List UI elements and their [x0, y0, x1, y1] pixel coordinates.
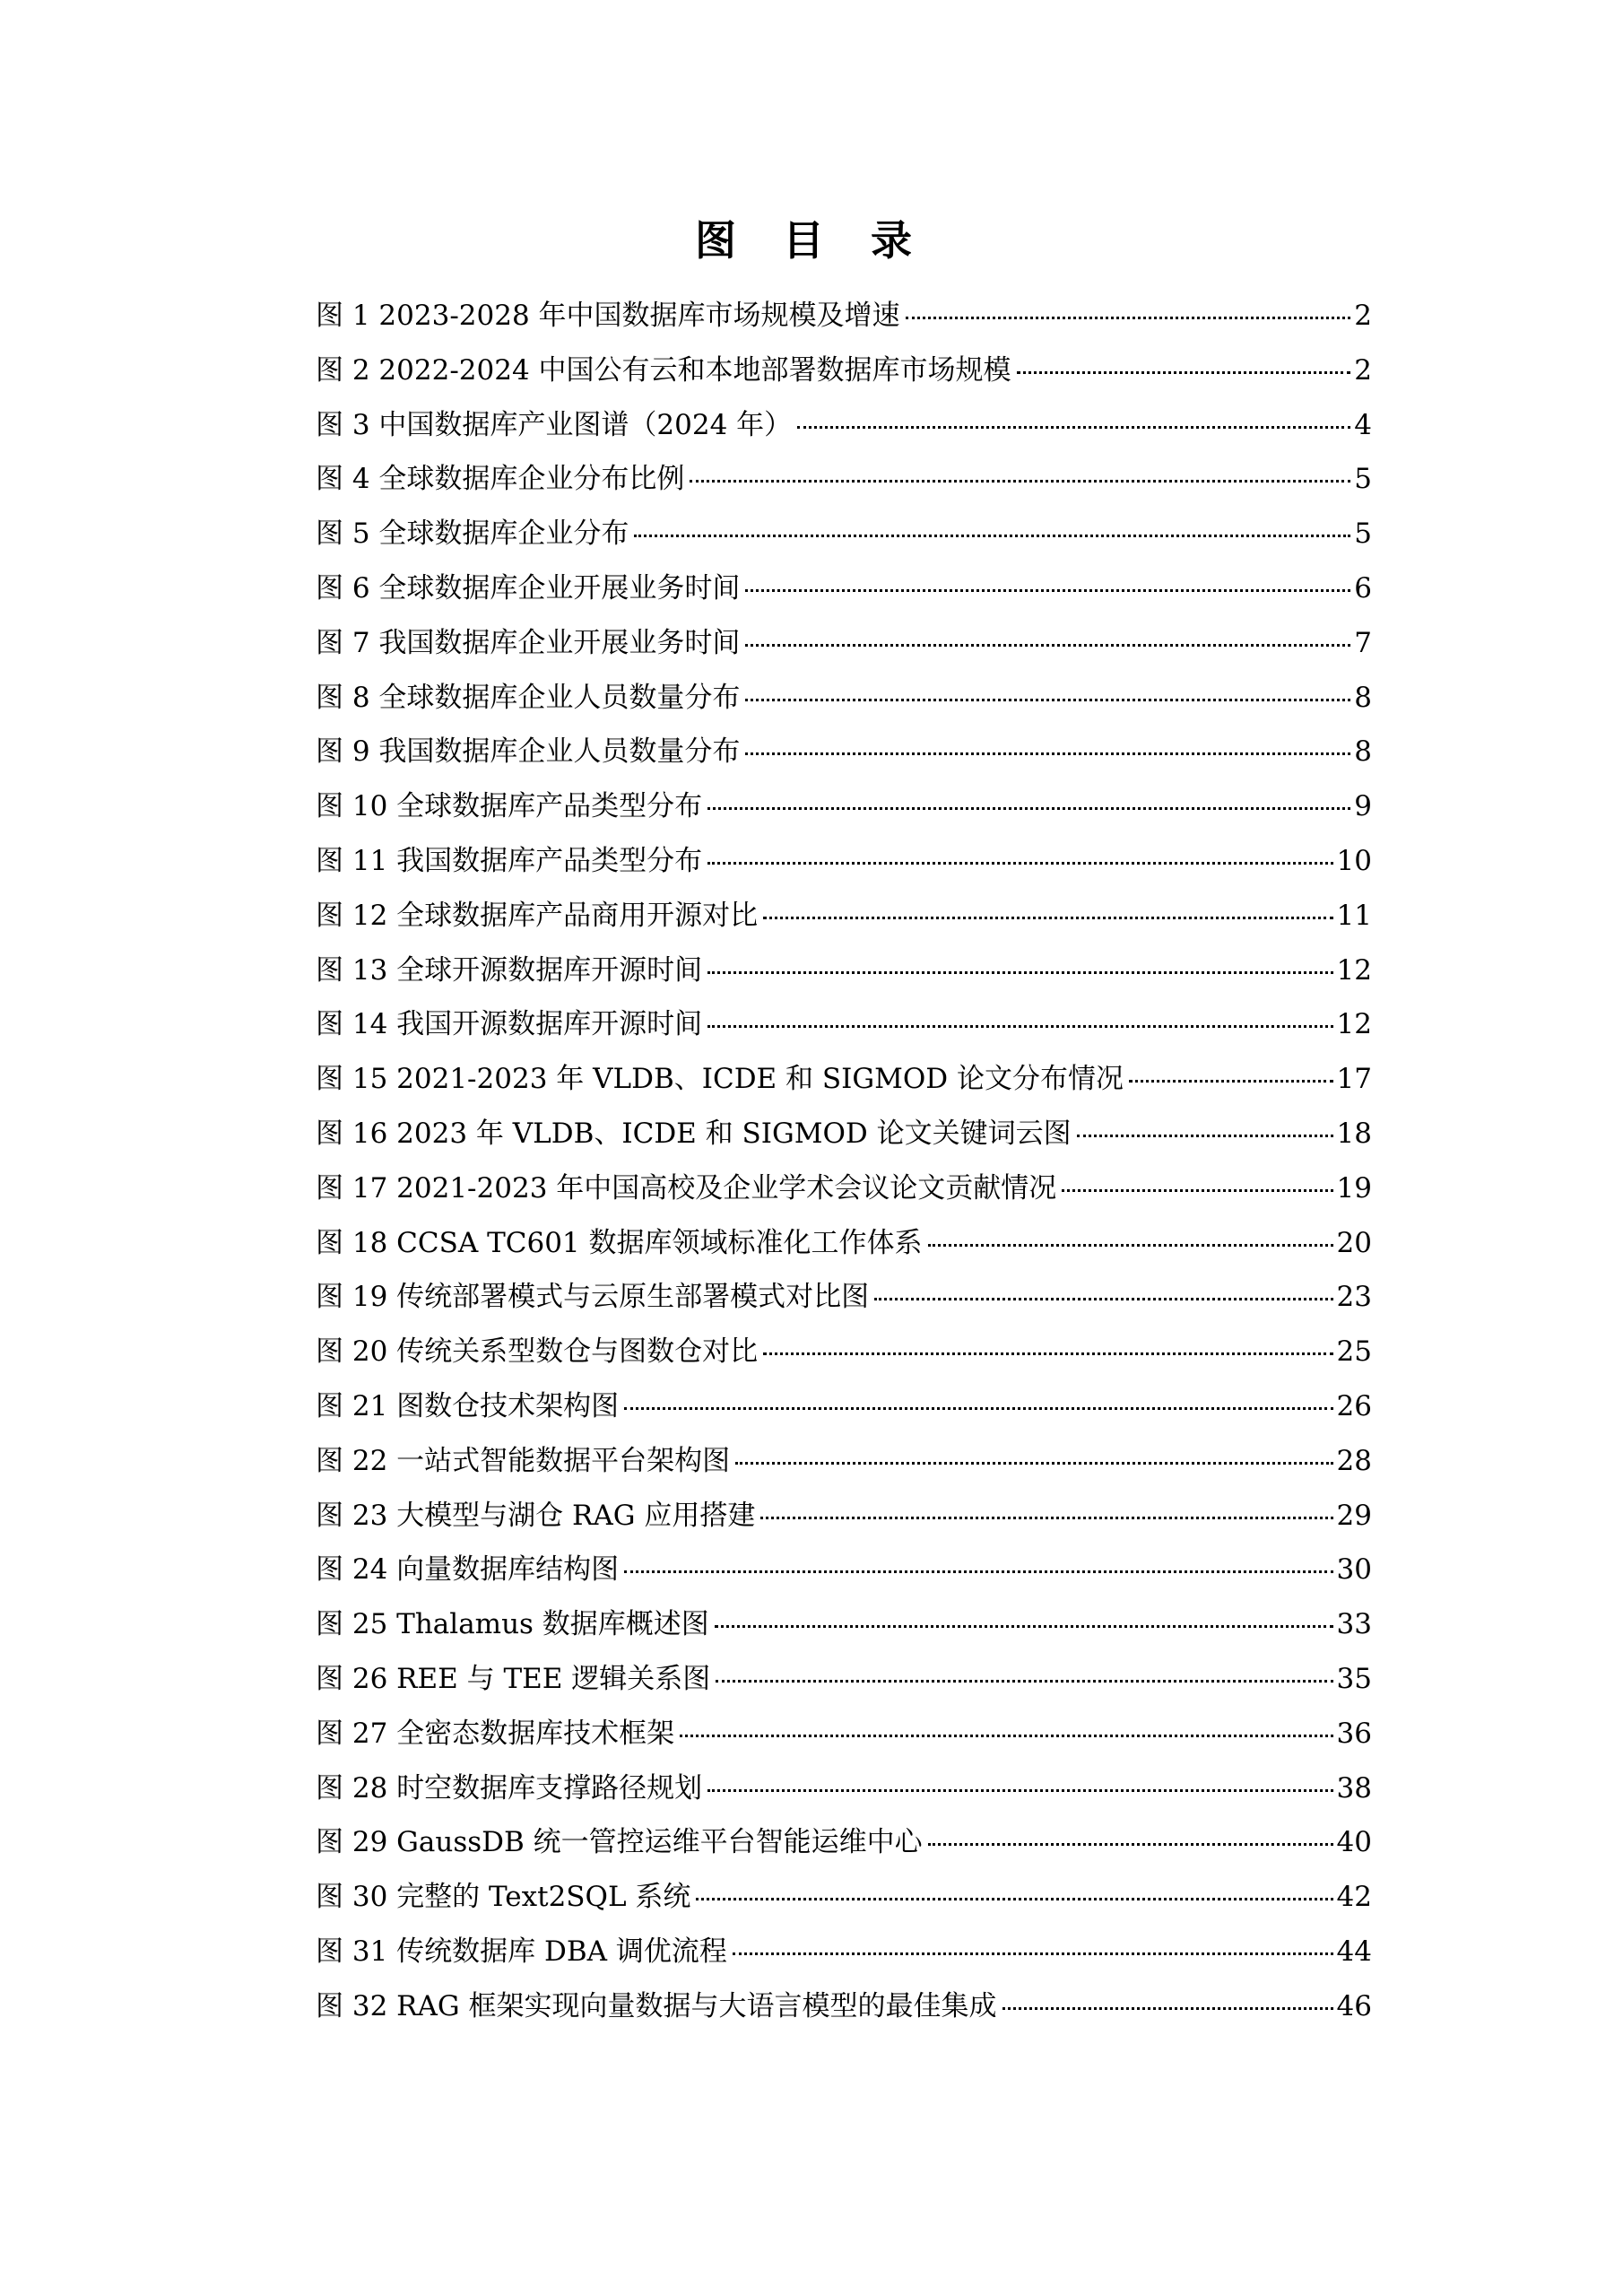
toc-entry[interactable] [316, 1216, 1372, 1271]
dot-leader [928, 1244, 1333, 1247]
dot-leader [745, 752, 1350, 755]
toc-entry-label: 图 10 全球数据库产品类型分布 [316, 790, 703, 823]
toc-entry-label: 图 8 全球数据库企业人员数量分布 [316, 681, 741, 714]
toc-entry-label: 图 26 REE 与 TEE 逻辑关系图 [316, 1662, 711, 1695]
toc-entry-label: 图 14 我国开源数据库开源时间 [316, 1008, 703, 1041]
toc-entry-page-number: 36 [1336, 1717, 1372, 1750]
toc-entry[interactable] [316, 289, 1372, 344]
toc-entry-page-number: 30 [1336, 1553, 1372, 1587]
toc-entry-page-number: 28 [1336, 1444, 1372, 1477]
toc-entry-label: 图 28 时空数据库支撑路径规划 [316, 1771, 703, 1805]
toc-entry-page-number: 5 [1354, 517, 1372, 551]
dot-leader [707, 1025, 1332, 1028]
toc-entry-page-number: 8 [1354, 735, 1372, 769]
dot-leader [690, 480, 1350, 483]
toc-entry-page-number: 20 [1336, 1226, 1372, 1259]
toc-entry-page-number: 11 [1336, 899, 1372, 932]
toc-entry-label: 图 17 2021-2023 年中国高校及企业学术会议论文贡献情况 [316, 1171, 1057, 1205]
toc-entry[interactable] [316, 1161, 1372, 1216]
toc-entry-page-number: 38 [1336, 1771, 1372, 1805]
dot-leader [763, 917, 1332, 919]
dot-leader [1062, 1189, 1332, 1192]
toc-entry-page-number: 23 [1336, 1281, 1372, 1314]
toc-entry[interactable] [316, 452, 1372, 507]
toc-entry-label: 图 7 我国数据库企业开展业务时间 [316, 626, 741, 659]
toc-entry-label: 图 5 全球数据库企业分布 [316, 517, 629, 551]
toc-entry-label: 图 12 全球数据库产品商用开源对比 [316, 899, 759, 932]
dot-leader [707, 862, 1332, 865]
dot-leader [760, 1517, 1332, 1519]
dot-leader [1002, 2007, 1333, 2010]
toc-entry[interactable] [316, 1325, 1372, 1379]
toc-entry-label: 图 16 2023 年 VLDB、ICDE 和 SIGMOD 论文关键词云图 [316, 1117, 1072, 1150]
toc-entry[interactable] [316, 1107, 1372, 1161]
toc-entry[interactable] [316, 1979, 1372, 2034]
toc-entry-page-number: 17 [1336, 1063, 1372, 1096]
dot-leader [745, 589, 1350, 592]
toc-entry-label: 图 2 2022-2024 中国公有云和本地部署数据库市场规模 [316, 353, 1011, 387]
toc-entry-label: 图 25 Thalamus 数据库概述图 [316, 1608, 709, 1641]
dot-leader [1129, 1080, 1333, 1083]
toc-entry-page-number: 8 [1354, 681, 1372, 714]
toc-entry[interactable] [316, 1434, 1372, 1489]
toc-entry[interactable] [316, 616, 1372, 671]
toc-entry-page-number: 9 [1354, 790, 1372, 823]
toc-entry-label: 图 15 2021-2023 年 VLDB、ICDE 和 SIGMOD 论文分布情况 [316, 1063, 1124, 1096]
toc-entry-page-number: 40 [1336, 1826, 1372, 1859]
toc-entry[interactable] [316, 725, 1372, 779]
toc-entry[interactable] [316, 398, 1372, 453]
toc-entry-page-number: 5 [1354, 463, 1372, 496]
toc-entry-label: 图 24 向量数据库结构图 [316, 1553, 620, 1587]
toc-entry[interactable] [316, 671, 1372, 726]
toc-entry-label: 图 18 CCSA TC601 数据库领域标准化工作体系 [316, 1226, 923, 1259]
toc-entry-page-number: 33 [1336, 1608, 1372, 1641]
dot-leader [624, 1570, 1332, 1573]
toc-entry-label: 图 4 全球数据库企业分布比例 [316, 463, 685, 496]
toc-entry-label: 图 22 一站式智能数据平台架构图 [316, 1444, 731, 1477]
toc-entry-page-number: 44 [1336, 1935, 1372, 1968]
toc-entry-page-number: 2 [1354, 300, 1372, 332]
toc-entry-page-number: 18 [1336, 1117, 1372, 1150]
toc-entry[interactable] [316, 1052, 1372, 1107]
page-title: 图 目 录 [694, 216, 929, 265]
dot-leader [680, 1735, 1332, 1737]
toc-entry[interactable] [316, 997, 1372, 1052]
dot-leader [763, 1352, 1332, 1355]
toc-entry[interactable] [316, 561, 1372, 616]
toc-entry-label: 图 32 RAG 框架实现向量数据与大语言模型的最佳集成 [316, 1989, 997, 2022]
toc-entry-label: 图 1 2023-2028 年中国数据库市场规模及增速 [316, 300, 900, 332]
dot-leader [906, 317, 1351, 319]
dot-leader [928, 1843, 1333, 1846]
toc-entry-page-number: 2 [1354, 353, 1372, 387]
toc-entry-label: 图 21 图数仓技术架构图 [316, 1389, 620, 1422]
dot-leader [624, 1407, 1332, 1410]
dot-leader [1077, 1135, 1333, 1137]
toc-entry-page-number: 19 [1336, 1171, 1372, 1205]
toc-entry[interactable] [316, 1761, 1372, 1816]
dot-leader [715, 1625, 1333, 1628]
dot-leader [797, 426, 1350, 429]
toc-entry[interactable] [316, 1270, 1372, 1325]
toc-entry-label: 图 31 传统数据库 DBA 调优流程 [316, 1935, 727, 1968]
dot-leader [634, 535, 1350, 537]
dot-leader [733, 1952, 1333, 1955]
dot-leader [707, 807, 1350, 810]
dot-leader [745, 644, 1350, 647]
toc-entry-label: 图 19 传统部署模式与云原生部署模式对比图 [316, 1281, 870, 1314]
toc-entry[interactable] [316, 834, 1372, 889]
toc-entry-page-number: 6 [1354, 571, 1372, 604]
toc-entry[interactable] [316, 507, 1372, 561]
dot-leader [874, 1298, 1332, 1300]
dot-leader [745, 699, 1350, 701]
toc-entry-page-number: 26 [1336, 1389, 1372, 1422]
toc-entry-page-number: 12 [1336, 953, 1372, 987]
toc-entry[interactable] [316, 944, 1372, 998]
toc-entry-label: 图 13 全球开源数据库开源时间 [316, 953, 703, 987]
toc-entry[interactable] [316, 344, 1372, 398]
toc-entry-label: 图 29 GaussDB 统一管控运维平台智能运维中心 [316, 1826, 923, 1859]
dot-leader [707, 971, 1332, 974]
toc-entry[interactable] [316, 1379, 1372, 1434]
toc-entry-label: 图 23 大模型与湖仓 RAG 应用搭建 [316, 1499, 756, 1532]
dot-leader [735, 1462, 1332, 1465]
figure-toc-list [316, 289, 1372, 2034]
toc-entry[interactable] [316, 889, 1372, 944]
toc-entry[interactable] [316, 1870, 1372, 1925]
dot-leader [1017, 371, 1351, 374]
dot-leader [716, 1680, 1332, 1683]
toc-entry-page-number: 42 [1336, 1881, 1372, 1914]
toc-entry-label: 图 9 我国数据库企业人员数量分布 [316, 735, 741, 769]
toc-entry[interactable] [316, 1652, 1372, 1707]
toc-entry-page-number: 12 [1336, 1008, 1372, 1041]
toc-entry[interactable] [316, 1597, 1372, 1652]
dot-leader [707, 1789, 1332, 1792]
toc-entry[interactable] [316, 1543, 1372, 1597]
toc-entry-label: 图 3 中国数据库产业图谱（2024 年） [316, 408, 793, 441]
toc-entry-label: 图 6 全球数据库企业开展业务时间 [316, 571, 741, 604]
dot-leader [696, 1898, 1332, 1900]
toc-entry-page-number: 29 [1336, 1499, 1372, 1532]
toc-entry[interactable] [316, 1489, 1372, 1544]
toc-entry-page-number: 35 [1336, 1662, 1372, 1695]
toc-entry-page-number: 7 [1354, 626, 1372, 659]
toc-entry[interactable] [316, 1707, 1372, 1761]
toc-entry[interactable] [316, 1925, 1372, 1979]
toc-entry-label: 图 27 全密态数据库技术框架 [316, 1717, 675, 1750]
toc-entry-label: 图 20 传统关系型数仓与图数仓对比 [316, 1335, 759, 1369]
toc-entry-label: 图 11 我国数据库产品类型分布 [316, 844, 703, 877]
toc-entry[interactable] [316, 779, 1372, 834]
toc-entry[interactable] [316, 1815, 1372, 1870]
toc-entry-page-number: 4 [1354, 408, 1372, 441]
toc-entry-page-number: 10 [1336, 844, 1372, 877]
toc-entry-page-number: 46 [1336, 1989, 1372, 2022]
toc-entry-page-number: 25 [1336, 1335, 1372, 1369]
toc-entry-label: 图 30 完整的 Text2SQL 系统 [316, 1881, 691, 1914]
